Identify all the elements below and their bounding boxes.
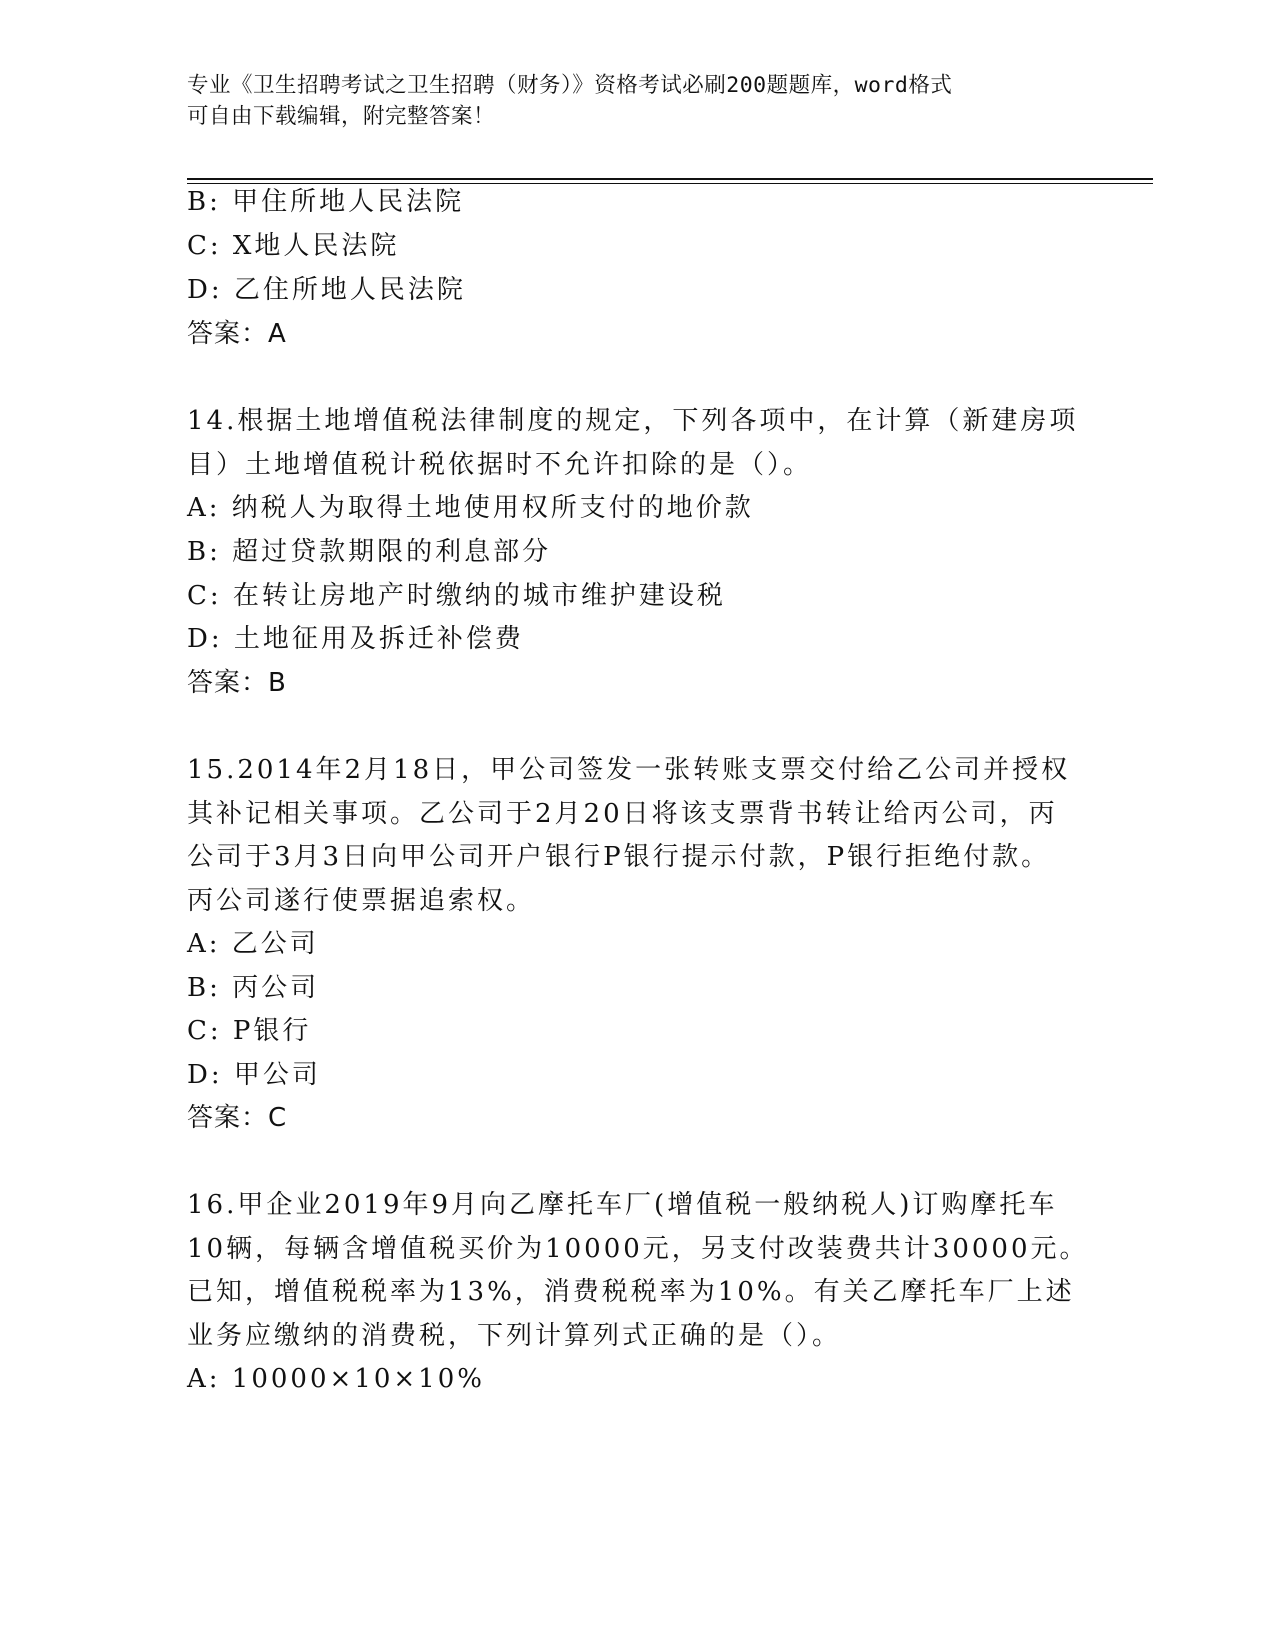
header-line-2: 可自由下载编辑，附完整答案！ xyxy=(187,104,496,129)
q14-option-a: A: 纳税人为取得土地使用权所支付的地价款 xyxy=(187,493,754,523)
q16-stem-line-4: 业务应缴纳的消费税，下列计算列式正确的是（）。 xyxy=(187,1321,842,1351)
q15-stem-line-4: 丙公司遂行使票据追索权。 xyxy=(187,886,536,916)
document-header xyxy=(187,70,1087,132)
q15-option-a: A: 乙公司 xyxy=(187,929,319,959)
q14-stem-line-1: 14.根据土地增值税法律制度的规定，下列各项中，在计算（新建房项 xyxy=(187,406,1079,436)
q13-option-b: B: 甲住所地人民法院 xyxy=(187,187,465,217)
header-divider-thick xyxy=(187,178,1153,180)
q15-stem-line-1: 15.2014年2月18日，甲公司签发一张转账支票交付给乙公司并授权 xyxy=(187,755,1071,785)
q15-stem-line-3: 公司于3月3日向甲公司开户银行P银行提示付款，P银行拒绝付款。 xyxy=(187,842,1051,872)
q14-option-c: C: 在转让房地产时缴纳的城市维护建设税 xyxy=(187,581,726,611)
q15-stem-line-2: 其补记相关事项。乙公司于2月20日将该支票背书转让给丙公司，丙 xyxy=(187,799,1058,829)
q13-option-d: D: 乙住所地人民法院 xyxy=(187,275,466,305)
q14-stem-line-2: 目）土地增值税计税依据时不允许扣除的是（）。 xyxy=(187,450,813,480)
q15-answer: 答案：C xyxy=(187,1103,288,1133)
q15-option-b: B: 丙公司 xyxy=(187,973,320,1003)
q16-stem-line-2: 10辆，每辆含增值税买价为10000元，另支付改装费共计30000元。 xyxy=(187,1234,1089,1264)
q13-answer: 答案：A xyxy=(187,319,287,349)
q16-stem-line-3: 已知，增值税税率为13%，消费税税率为10%。有关乙摩托车厂上述 xyxy=(187,1277,1075,1307)
q14-answer: 答案：B xyxy=(187,668,287,698)
q13-option-c: C: X地人民法院 xyxy=(187,231,400,261)
q14-option-d: D: 土地征用及拆迁补偿费 xyxy=(187,624,524,654)
q16-stem-line-1: 16.甲企业2019年9月向乙摩托车厂(增值税一般纳税人)订购摩托车 xyxy=(187,1190,1058,1220)
q16-option-a: A: 10000×10×10% xyxy=(187,1364,485,1394)
header-line-1: 专业《卫生招聘考试之卫生招聘（财务）》资格考试必刷200题题库，word格式 xyxy=(187,73,953,98)
q14-option-b: B: 超过贷款期限的利息部分 xyxy=(187,537,552,567)
q15-option-d: D: 甲公司 xyxy=(187,1060,321,1090)
header-divider-thin xyxy=(187,183,1153,184)
q15-option-c: C: P银行 xyxy=(187,1016,312,1046)
